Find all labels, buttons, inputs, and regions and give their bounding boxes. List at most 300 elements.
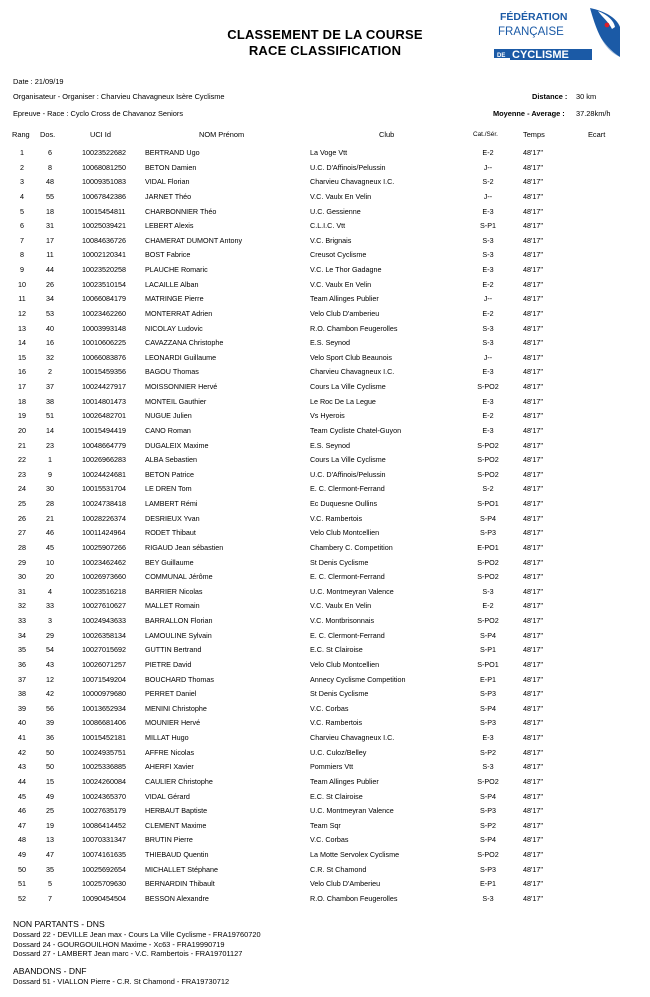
category-cell: S-PO2 — [477, 455, 499, 465]
rank-cell: 9 — [20, 265, 24, 274]
club-cell: Velo Sport Club Beaunois — [310, 352, 392, 362]
bib-cell: 49 — [46, 791, 54, 801]
table-row — [0, 614, 650, 629]
club-cell: Velo Club Montcellien — [310, 528, 380, 538]
uci-id-cell: 10024935751 — [82, 747, 126, 757]
bib-cell: 29 — [46, 630, 54, 640]
table-row — [0, 599, 650, 614]
category-cell: J-- — [483, 162, 493, 172]
rank-cell: 51 — [18, 879, 26, 889]
club-cell: U.C. Montmeyran Valence — [310, 806, 394, 816]
time-cell: 48'17'' — [523, 820, 544, 830]
category-cell: E-2 — [482, 601, 494, 611]
rider-name-cell: HERBAUT Baptiste — [145, 806, 208, 816]
uci-id-cell: 10067842386 — [82, 191, 126, 201]
category-cell: S-PO2 — [477, 557, 499, 567]
rider-name-cell: BOST Fabrice — [145, 250, 191, 260]
club-cell: V.C. Le Thor Gadagne — [310, 265, 382, 274]
club-cell: Team Allinges Publier — [310, 776, 379, 786]
club-cell: U.C. Montmeyran Valence — [310, 586, 394, 596]
uci-id-cell: 10024365370 — [82, 791, 126, 801]
club-cell: Ec Duquesne Oullins — [310, 499, 378, 508]
category-cell: S-P4 — [480, 703, 496, 713]
category-cell: S-3 — [482, 586, 494, 596]
rider-name-cell: BEY Guillaume — [145, 557, 194, 567]
table-row — [0, 219, 650, 234]
uci-id-cell: 10015459356 — [82, 367, 126, 377]
rank-cell: 37 — [18, 674, 26, 684]
club-cell: St Denis Cyclisme — [310, 557, 369, 567]
table-row — [0, 643, 650, 658]
dns-line: Dossard 22 - DEVILLE Jean max - Cours La Ville Cyclisme - FRA19760720 — [13, 930, 261, 939]
club-cell: Velo Club D'amberieu — [310, 308, 380, 318]
bib-cell: 11 — [46, 250, 54, 260]
bib-cell: 25 — [46, 806, 54, 816]
time-cell: 48'17'' — [523, 265, 544, 274]
rank-cell: 52 — [18, 893, 26, 903]
table-row — [0, 848, 650, 863]
rank-cell: 11 — [18, 294, 26, 304]
category-cell: E-P1 — [480, 674, 496, 684]
category-cell: E-2 — [482, 308, 494, 318]
uci-id-cell: 10024738418 — [82, 499, 126, 508]
category-cell: S-3 — [482, 893, 494, 903]
rank-cell: 32 — [18, 601, 26, 611]
bib-cell: 10 — [46, 557, 54, 567]
uci-id-cell: 10066084179 — [82, 294, 126, 304]
bib-cell: 55 — [46, 191, 54, 201]
rank-cell: 43 — [18, 762, 26, 772]
bib-cell: 3 — [48, 616, 52, 625]
time-cell: 48'17'' — [523, 659, 544, 669]
time-cell: 48'17'' — [523, 469, 544, 479]
club-cell: V.C. Vaulx En Velin — [310, 601, 372, 611]
col-nom-header: NOM Prénom — [199, 130, 245, 139]
table-row — [0, 409, 650, 424]
time-cell: 48'17'' — [523, 616, 544, 625]
category-cell: E-3 — [482, 265, 494, 274]
category-cell: S-PO2 — [477, 850, 499, 859]
rank-cell: 26 — [18, 513, 26, 523]
table-row — [0, 175, 650, 190]
rank-cell: 46 — [18, 806, 26, 816]
club-cell: V.C. Corbas — [310, 835, 349, 845]
category-cell: E-3 — [482, 425, 494, 435]
category-cell: E-2 — [482, 148, 494, 157]
time-cell: 48'17'' — [523, 791, 544, 801]
category-cell: S-P3 — [480, 718, 496, 728]
table-row — [0, 790, 650, 805]
rider-name-cell: BETON Patrice — [145, 469, 194, 479]
rank-cell: 12 — [18, 308, 26, 318]
bib-cell: 33 — [46, 601, 54, 611]
bib-cell: 30 — [46, 484, 54, 494]
club-cell: Cours La Ville Cyclisme — [310, 382, 386, 391]
table-row — [0, 482, 650, 497]
category-cell: S-3 — [482, 338, 494, 348]
uci-id-cell: 10014801473 — [82, 396, 126, 406]
bib-cell: 13 — [46, 835, 54, 845]
svg-text:FRANÇAISE: FRANÇAISE — [498, 26, 564, 38]
rider-name-cell: LE DREN Tom — [145, 484, 192, 494]
bib-cell: 40 — [46, 323, 54, 333]
table-row — [0, 541, 650, 556]
time-cell: 48'17'' — [523, 689, 544, 699]
category-cell: S-PO1 — [477, 659, 499, 669]
club-cell: R.O. Chambon Feugerolles — [310, 323, 398, 333]
time-cell: 48'17'' — [523, 630, 544, 640]
rider-name-cell: LEONARDI Guillaume — [145, 352, 217, 362]
bib-cell: 34 — [46, 294, 54, 304]
rank-cell: 2 — [20, 162, 24, 172]
time-cell: 48'17'' — [523, 645, 544, 655]
category-cell: S-3 — [482, 323, 494, 333]
rank-cell: 49 — [18, 850, 26, 859]
club-cell: E. C. Clermont-Ferrand — [310, 484, 385, 494]
table-row — [0, 556, 650, 571]
bib-cell: 20 — [46, 572, 54, 582]
uci-id-cell: 10027015692 — [82, 645, 126, 655]
rank-cell: 28 — [18, 542, 26, 552]
category-cell: S-3 — [482, 250, 494, 260]
category-cell: S-PO2 — [477, 776, 499, 786]
table-row — [0, 234, 650, 249]
time-cell: 48'17'' — [523, 557, 544, 567]
rider-name-cell: THIEBAUD Quentin — [145, 850, 209, 859]
time-cell: 48'17'' — [523, 367, 544, 377]
rank-cell: 21 — [18, 440, 26, 450]
table-row — [0, 877, 650, 892]
rider-name-cell: NICOLAY Ludovic — [145, 323, 203, 333]
category-cell: S-P4 — [480, 630, 496, 640]
rider-name-cell: BOUCHARD Thomas — [145, 674, 214, 684]
table-row — [0, 526, 650, 541]
rank-cell: 33 — [18, 616, 26, 625]
uci-id-cell: 10068081250 — [82, 162, 126, 172]
rank-cell: 29 — [18, 557, 26, 567]
club-cell: Cours La Ville Cyclisme — [310, 455, 386, 465]
category-cell: E-P1 — [480, 879, 496, 889]
table-row — [0, 629, 650, 644]
rider-name-cell: MOISSONNIER Hervé — [145, 382, 218, 391]
rider-name-cell: PERRET Daniel — [145, 689, 197, 699]
rank-cell: 16 — [18, 367, 26, 377]
bib-cell: 44 — [46, 265, 54, 274]
bib-cell: 36 — [46, 733, 54, 742]
category-cell: S-PO1 — [477, 499, 499, 508]
time-cell: 48'17'' — [523, 323, 544, 333]
race-date: Date : 21/09/19 — [13, 77, 64, 86]
rider-name-cell: COMMUNAL Jérôme — [145, 572, 213, 582]
uci-id-cell: 10090454504 — [82, 893, 126, 903]
rank-cell: 4 — [20, 191, 24, 201]
table-row — [0, 833, 650, 848]
category-cell: S-3 — [482, 235, 494, 245]
table-row — [0, 892, 650, 907]
rank-cell: 25 — [18, 499, 26, 508]
uci-id-cell: 10074161635 — [82, 850, 126, 859]
time-cell: 48'17'' — [523, 338, 544, 348]
time-cell: 48'17'' — [523, 835, 544, 845]
club-cell: C.R. St Chamond — [310, 864, 367, 874]
table-row — [0, 336, 650, 351]
time-cell: 48'17'' — [523, 499, 544, 508]
time-cell: 48'17'' — [523, 396, 544, 406]
rank-cell: 23 — [18, 469, 26, 479]
col-club-header: Club — [379, 130, 395, 139]
table-row — [0, 146, 650, 161]
uci-id-cell: 10028226374 — [82, 513, 126, 523]
svg-text:FÉDÉRATION: FÉDÉRATION — [500, 11, 568, 23]
rider-name-cell: BRUTIN Pierre — [145, 835, 193, 845]
uci-id-cell: 10000979680 — [82, 689, 126, 699]
rank-cell: 3 — [20, 177, 24, 187]
bib-cell: 7 — [48, 893, 52, 903]
table-row — [0, 395, 650, 410]
rider-name-cell: PIETRE David — [145, 659, 192, 669]
col-dos-header: Dos. — [40, 130, 56, 139]
uci-id-cell: 10066083876 — [82, 352, 126, 362]
club-cell: V.C. Corbas — [310, 703, 349, 713]
time-cell: 48'17'' — [523, 703, 544, 713]
rank-cell: 7 — [20, 235, 24, 245]
rider-name-cell: BESSON Alexandre — [145, 893, 209, 903]
category-cell: S-3 — [482, 762, 494, 772]
uci-id-cell: 10015454811 — [82, 206, 126, 216]
time-cell: 48'17'' — [523, 806, 544, 816]
table-row — [0, 307, 650, 322]
category-cell: E-3 — [482, 396, 494, 406]
uci-id-cell: 10026966283 — [82, 455, 126, 465]
uci-id-cell: 10027635179 — [82, 806, 126, 816]
rider-name-cell: NUGUE Julien — [145, 411, 192, 421]
uci-id-cell: 10026973660 — [82, 572, 126, 582]
club-cell: Pommiers Vtt — [310, 762, 354, 772]
time-cell: 48'17'' — [523, 221, 544, 231]
time-cell: 48'17'' — [523, 294, 544, 304]
table-row — [0, 380, 650, 395]
club-cell: E.S. Seynod — [310, 440, 350, 450]
bib-cell: 32 — [46, 352, 54, 362]
club-cell: Creusot Cyclisme — [310, 250, 367, 260]
rank-cell: 27 — [18, 528, 26, 538]
table-row — [0, 424, 650, 439]
club-cell: V.C. Brignais — [310, 235, 352, 245]
rider-name-cell: JARNET Théo — [145, 191, 192, 201]
bib-cell: 6 — [48, 148, 52, 157]
dns-line: Dossard 27 - LAMBERT Jean marc - V.C. Rambertois - FRA19701127 — [13, 949, 243, 958]
club-cell: V.C. Vaulx En Velin — [310, 191, 372, 201]
uci-id-cell: 10025692654 — [82, 864, 126, 874]
col-uci-header: UCI Id — [90, 130, 111, 139]
bib-cell: 50 — [46, 762, 54, 772]
rank-cell: 31 — [18, 586, 26, 596]
time-cell: 48'17'' — [523, 776, 544, 786]
table-row — [0, 453, 650, 468]
bib-cell: 8 — [48, 162, 52, 172]
time-cell: 48'17'' — [523, 352, 544, 362]
table-row — [0, 292, 650, 307]
category-cell: S-PO2 — [477, 469, 499, 479]
category-cell: S-P2 — [480, 747, 496, 757]
rider-name-cell: LAMOULINE Sylvain — [145, 630, 212, 640]
category-cell: E-3 — [482, 733, 494, 742]
club-cell: V.C. Rambertois — [310, 718, 363, 728]
table-row — [0, 512, 650, 527]
club-cell: Chambery C. Competition — [310, 542, 393, 552]
category-cell: J-- — [483, 352, 493, 362]
category-cell: S-PO2 — [477, 382, 499, 391]
bib-cell: 31 — [46, 221, 54, 231]
club-cell: E.C. St Clairoise — [310, 791, 363, 801]
rank-cell: 45 — [18, 791, 26, 801]
category-cell: E-2 — [482, 279, 494, 289]
time-cell: 48'17'' — [523, 235, 544, 245]
club-cell: E.C. St Clairoise — [310, 645, 363, 655]
club-cell: Team Allinges Publier — [310, 294, 379, 304]
category-cell: J-- — [483, 294, 493, 304]
rank-cell: 47 — [18, 820, 26, 830]
table-row — [0, 658, 650, 673]
rider-name-cell: CANO Roman — [145, 425, 191, 435]
bib-cell: 48 — [46, 177, 54, 187]
bib-cell: 26 — [46, 279, 54, 289]
svg-text:CYCLISME: CYCLISME — [512, 49, 569, 61]
uci-id-cell: 10086414452 — [82, 820, 126, 830]
rank-cell: 48 — [18, 835, 26, 845]
club-cell: Velo Club D'Amberieu — [310, 879, 381, 889]
category-cell: S-P2 — [480, 820, 496, 830]
table-row — [0, 263, 650, 278]
category-cell: S-P4 — [480, 791, 496, 801]
rank-cell: 1 — [20, 148, 24, 157]
time-cell: 48'17'' — [523, 893, 544, 903]
time-cell: 48'17'' — [523, 177, 544, 187]
bib-cell: 18 — [46, 206, 54, 216]
distance-value: 30 km — [576, 92, 597, 101]
col-cat-header: Cat./Sér. — [473, 131, 498, 138]
table-row — [0, 322, 650, 337]
time-cell: 48'17'' — [523, 674, 544, 684]
rider-name-cell: CAULIER Christophe — [145, 776, 213, 786]
table-row — [0, 351, 650, 366]
bib-cell: 38 — [46, 396, 54, 406]
rider-name-cell: MILLAT Hugo — [145, 733, 189, 742]
category-cell: S-P3 — [480, 528, 496, 538]
club-cell: Charvieu Chavagneux I.C. — [310, 733, 395, 742]
time-cell: 48'17'' — [523, 162, 544, 172]
club-cell: Le Roc De La Legue — [310, 396, 376, 406]
svg-text:DE: DE — [497, 53, 506, 59]
table-row — [0, 161, 650, 176]
category-cell: S-P3 — [480, 806, 496, 816]
rank-cell: 41 — [18, 733, 26, 742]
rider-name-cell: RIGAUD Jean sébastien — [145, 542, 224, 552]
uci-id-cell: 10023522682 — [82, 148, 126, 157]
rider-name-cell: LEBERT Alexis — [145, 221, 194, 231]
club-cell: V.C. Rambertois — [310, 513, 363, 523]
table-row — [0, 468, 650, 483]
rank-cell: 22 — [18, 455, 26, 465]
rider-name-cell: DUGALEIX Maxime — [145, 440, 209, 450]
rider-name-cell: BERNARDIN Thibault — [145, 879, 215, 889]
club-cell: U.C. D'Affinois/Pelussin — [310, 162, 386, 172]
table-row — [0, 702, 650, 717]
rank-cell: 14 — [18, 338, 26, 348]
uci-id-cell: 10025336885 — [82, 762, 126, 772]
rank-cell: 34 — [18, 630, 26, 640]
club-cell: La Voge Vtt — [310, 148, 348, 157]
rider-name-cell: LACAILLE Alban — [145, 279, 199, 289]
bib-cell: 5 — [48, 879, 52, 889]
rank-cell: 6 — [20, 221, 24, 231]
bib-cell: 23 — [46, 440, 54, 450]
page-subtitle: RACE CLASSIFICATION — [248, 43, 402, 58]
bib-cell: 28 — [46, 499, 54, 508]
category-cell: S-P1 — [480, 221, 496, 231]
bib-cell: 50 — [46, 747, 54, 757]
category-cell: E-3 — [482, 206, 494, 216]
table-row — [0, 439, 650, 454]
table-row — [0, 819, 650, 834]
time-cell: 48'17'' — [523, 542, 544, 552]
rank-cell: 10 — [18, 279, 26, 289]
time-cell: 48'17'' — [523, 382, 544, 391]
table-row — [0, 248, 650, 263]
bib-cell: 39 — [46, 718, 54, 728]
club-cell: Vs Hyerois — [310, 411, 345, 421]
rider-name-cell: BETON Damien — [145, 162, 197, 172]
race-organizer: Organisateur - Organiser : Charvieu Chavagneux Isère Cyclisme — [13, 92, 225, 101]
table-row — [0, 278, 650, 293]
bib-cell: 37 — [46, 382, 54, 391]
club-cell: U.C. Culoz/Belley — [310, 747, 367, 757]
table-row — [0, 673, 650, 688]
club-cell: Annecy Cyclisme Competition — [310, 674, 406, 684]
bib-cell: 21 — [46, 513, 54, 523]
uci-id-cell: 10024260084 — [82, 776, 126, 786]
col-rang-header: Rang — [12, 130, 30, 139]
category-cell: S-P1 — [480, 645, 496, 655]
table-row — [0, 687, 650, 702]
time-cell: 48'17'' — [523, 879, 544, 889]
category-cell: S-P4 — [480, 513, 496, 523]
rider-name-cell: RODET Thibaut — [145, 528, 196, 538]
ffc-logo-icon — [494, 7, 622, 62]
rank-cell: 15 — [18, 352, 26, 362]
rank-cell: 20 — [18, 425, 26, 435]
page-title: CLASSEMENT DE LA COURSE — [227, 27, 423, 42]
uci-id-cell: 10015452181 — [82, 733, 126, 742]
distance-label: Distance : — [532, 92, 568, 101]
table-row — [0, 365, 650, 380]
dns-heading: NON PARTANTS - DNS — [13, 919, 105, 929]
club-cell: St Denis Cyclisme — [310, 689, 369, 699]
category-cell: J-- — [483, 191, 493, 201]
bib-cell: 2 — [48, 367, 52, 377]
time-cell: 48'17'' — [523, 762, 544, 772]
rider-name-cell: DESRIEUX Yvan — [145, 513, 200, 523]
rider-name-cell: GUTTIN Bertrand — [145, 645, 202, 655]
category-cell: S-PO2 — [477, 440, 499, 450]
table-row — [0, 731, 650, 746]
club-cell: V.C. Montbrisonnais — [310, 616, 375, 625]
uci-id-cell: 10026482701 — [82, 411, 126, 421]
club-cell: Charvieu Chavagneux I.C. — [310, 177, 395, 187]
uci-id-cell: 10023462462 — [82, 557, 126, 567]
category-cell: E-PO1 — [477, 542, 499, 552]
table-row — [0, 746, 650, 761]
